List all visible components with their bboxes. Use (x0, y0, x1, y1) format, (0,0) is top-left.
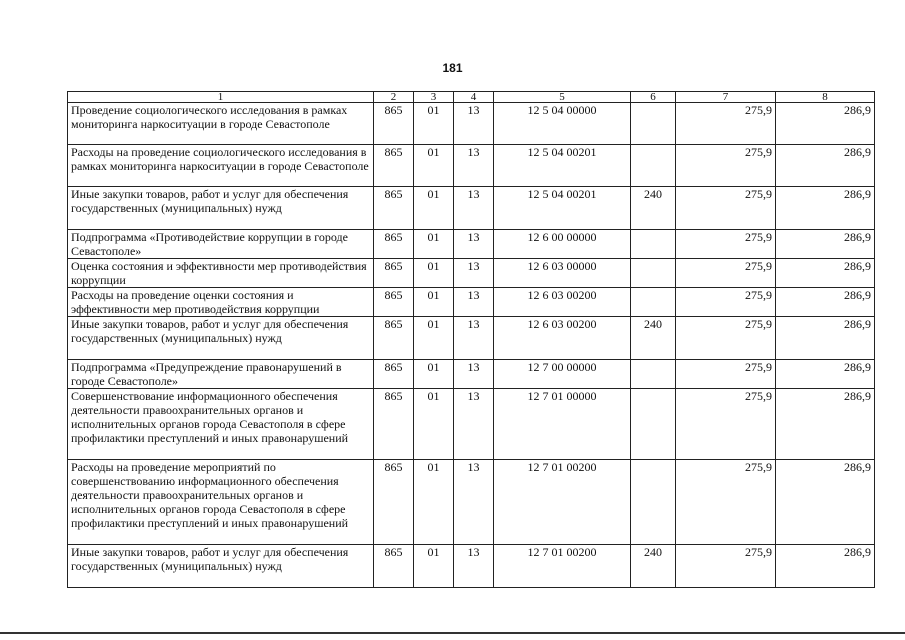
row-expense-type: 240 (631, 317, 676, 360)
row-value-7: 275,9 (676, 145, 776, 187)
row-section-code: 01 (414, 389, 454, 460)
row-target-code: 12 7 01 00000 (494, 389, 631, 460)
table-row (68, 360, 875, 389)
row-expense-type (631, 230, 676, 259)
row-ministry-code: 865 (374, 187, 414, 230)
row-expense-type (631, 103, 676, 145)
row-expense-type (631, 360, 676, 389)
row-ministry-code: 865 (374, 103, 414, 145)
table-row (68, 259, 875, 288)
row-value-8: 286,9 (776, 389, 875, 460)
row-value-8: 286,9 (776, 259, 875, 288)
row-name: Совершенствование информационного обеспечения деятельности правоохранительных органов и исполнительных органов города Севастополя в сфере профилактики преступлений и иных правонарушений (68, 389, 374, 460)
row-target-code: 12 6 00 00000 (494, 230, 631, 259)
row-target-code: 12 5 04 00201 (494, 145, 631, 187)
row-ministry-code: 865 (374, 288, 414, 317)
row-name: Подпрограмма «Предупреждение правонарушений в городе Севастополе» (68, 360, 374, 389)
row-ministry-code: 865 (374, 145, 414, 187)
row-value-7: 275,9 (676, 288, 776, 317)
row-subsection-code: 13 (454, 187, 494, 230)
row-target-code: 12 7 01 00200 (494, 545, 631, 588)
row-value-7: 275,9 (676, 317, 776, 360)
page-number: 181 (442, 61, 463, 75)
row-value-7: 275,9 (676, 460, 776, 545)
table-row (68, 317, 875, 360)
header-cell-7: 7 (676, 92, 776, 103)
row-value-8: 286,9 (776, 545, 875, 588)
row-name: Иные закупки товаров, работ и услуг для обеспечения государственных (муниципальных) нужд (68, 545, 374, 588)
table-row (68, 230, 875, 259)
row-subsection-code: 13 (454, 145, 494, 187)
row-ministry-code: 865 (374, 460, 414, 545)
header-cell-6: 6 (631, 92, 676, 103)
row-name: Иные закупки товаров, работ и услуг для обеспечения государственных (муниципальных) нужд (68, 187, 374, 230)
table-row (68, 545, 875, 588)
row-section-code: 01 (414, 545, 454, 588)
row-ministry-code: 865 (374, 230, 414, 259)
table-row (68, 187, 875, 230)
row-value-8: 286,9 (776, 460, 875, 545)
row-section-code: 01 (414, 288, 454, 317)
row-section-code: 01 (414, 317, 454, 360)
row-section-code: 01 (414, 103, 454, 145)
row-section-code: 01 (414, 360, 454, 389)
row-value-8: 286,9 (776, 103, 875, 145)
row-target-code: 12 5 04 00201 (494, 187, 631, 230)
row-name: Расходы на проведение социологического исследования в рамках мониторинга наркоситуации в городе Севастополе (68, 145, 374, 187)
row-name: Подпрограмма «Противодействие коррупции в городе Севастополе» (68, 230, 374, 259)
row-section-code: 01 (414, 259, 454, 288)
header-row (68, 92, 875, 103)
row-target-code: 12 7 00 00000 (494, 360, 631, 389)
row-ministry-code: 865 (374, 259, 414, 288)
row-value-8: 286,9 (776, 360, 875, 389)
row-section-code: 01 (414, 145, 454, 187)
row-ministry-code: 865 (374, 360, 414, 389)
table-row (68, 389, 875, 460)
row-value-8: 286,9 (776, 187, 875, 230)
row-value-7: 275,9 (676, 545, 776, 588)
row-expense-type (631, 145, 676, 187)
row-target-code: 12 5 04 00000 (494, 103, 631, 145)
row-expense-type (631, 460, 676, 545)
header-cell-4: 4 (454, 92, 494, 103)
row-section-code: 01 (414, 187, 454, 230)
row-expense-type (631, 288, 676, 317)
row-section-code: 01 (414, 230, 454, 259)
row-value-8: 286,9 (776, 288, 875, 317)
table-row (68, 288, 875, 317)
row-name: Иные закупки товаров, работ и услуг для обеспечения государственных (муниципальных) нужд (68, 317, 374, 360)
header-cell-2: 2 (374, 92, 414, 103)
row-subsection-code: 13 (454, 230, 494, 259)
row-ministry-code: 865 (374, 389, 414, 460)
row-ministry-code: 865 (374, 317, 414, 360)
row-value-7: 275,9 (676, 103, 776, 145)
row-subsection-code: 13 (454, 317, 494, 360)
row-value-7: 275,9 (676, 187, 776, 230)
row-target-code: 12 7 01 00200 (494, 460, 631, 545)
header-cell-8: 8 (776, 92, 875, 103)
header-cell-3: 3 (414, 92, 454, 103)
row-subsection-code: 13 (454, 545, 494, 588)
row-target-code: 12 6 03 00200 (494, 288, 631, 317)
header-cell-5: 5 (494, 92, 631, 103)
row-subsection-code: 13 (454, 460, 494, 545)
row-subsection-code: 13 (454, 259, 494, 288)
row-value-8: 286,9 (776, 317, 875, 360)
row-value-7: 275,9 (676, 230, 776, 259)
row-name: Оценка состояния и эффективности мер противодействия коррупции (68, 259, 374, 288)
row-subsection-code: 13 (454, 288, 494, 317)
row-name: Проведение социологического исследования в рамках мониторинга наркоситуации в городе Севастополе (68, 103, 374, 145)
row-subsection-code: 13 (454, 389, 494, 460)
row-target-code: 12 6 03 00200 (494, 317, 631, 360)
row-expense-type (631, 259, 676, 288)
row-expense-type: 240 (631, 545, 676, 588)
table-row (68, 145, 875, 187)
scan-edge-line (0, 632, 905, 634)
row-value-7: 275,9 (676, 389, 776, 460)
row-name: Расходы на проведение мероприятий по совершенствованию информационного обеспечения деятельности правоохранительных органов и исполнительных органов города Севастополя в сфере профилактики преступлений и иных правонарушений (68, 460, 374, 545)
budget-table (67, 91, 875, 588)
row-value-8: 286,9 (776, 145, 875, 187)
table-row (68, 460, 875, 545)
row-name: Расходы на проведение оценки состояния и эффективности мер противодействия коррупции (68, 288, 374, 317)
row-value-7: 275,9 (676, 360, 776, 389)
row-ministry-code: 865 (374, 545, 414, 588)
row-value-8: 286,9 (776, 230, 875, 259)
row-subsection-code: 13 (454, 360, 494, 389)
row-value-7: 275,9 (676, 259, 776, 288)
row-expense-type: 240 (631, 187, 676, 230)
row-section-code: 01 (414, 460, 454, 545)
row-target-code: 12 6 03 00000 (494, 259, 631, 288)
row-subsection-code: 13 (454, 103, 494, 145)
header-cell-1: 1 (68, 92, 374, 103)
table-row (68, 103, 875, 145)
row-expense-type (631, 389, 676, 460)
